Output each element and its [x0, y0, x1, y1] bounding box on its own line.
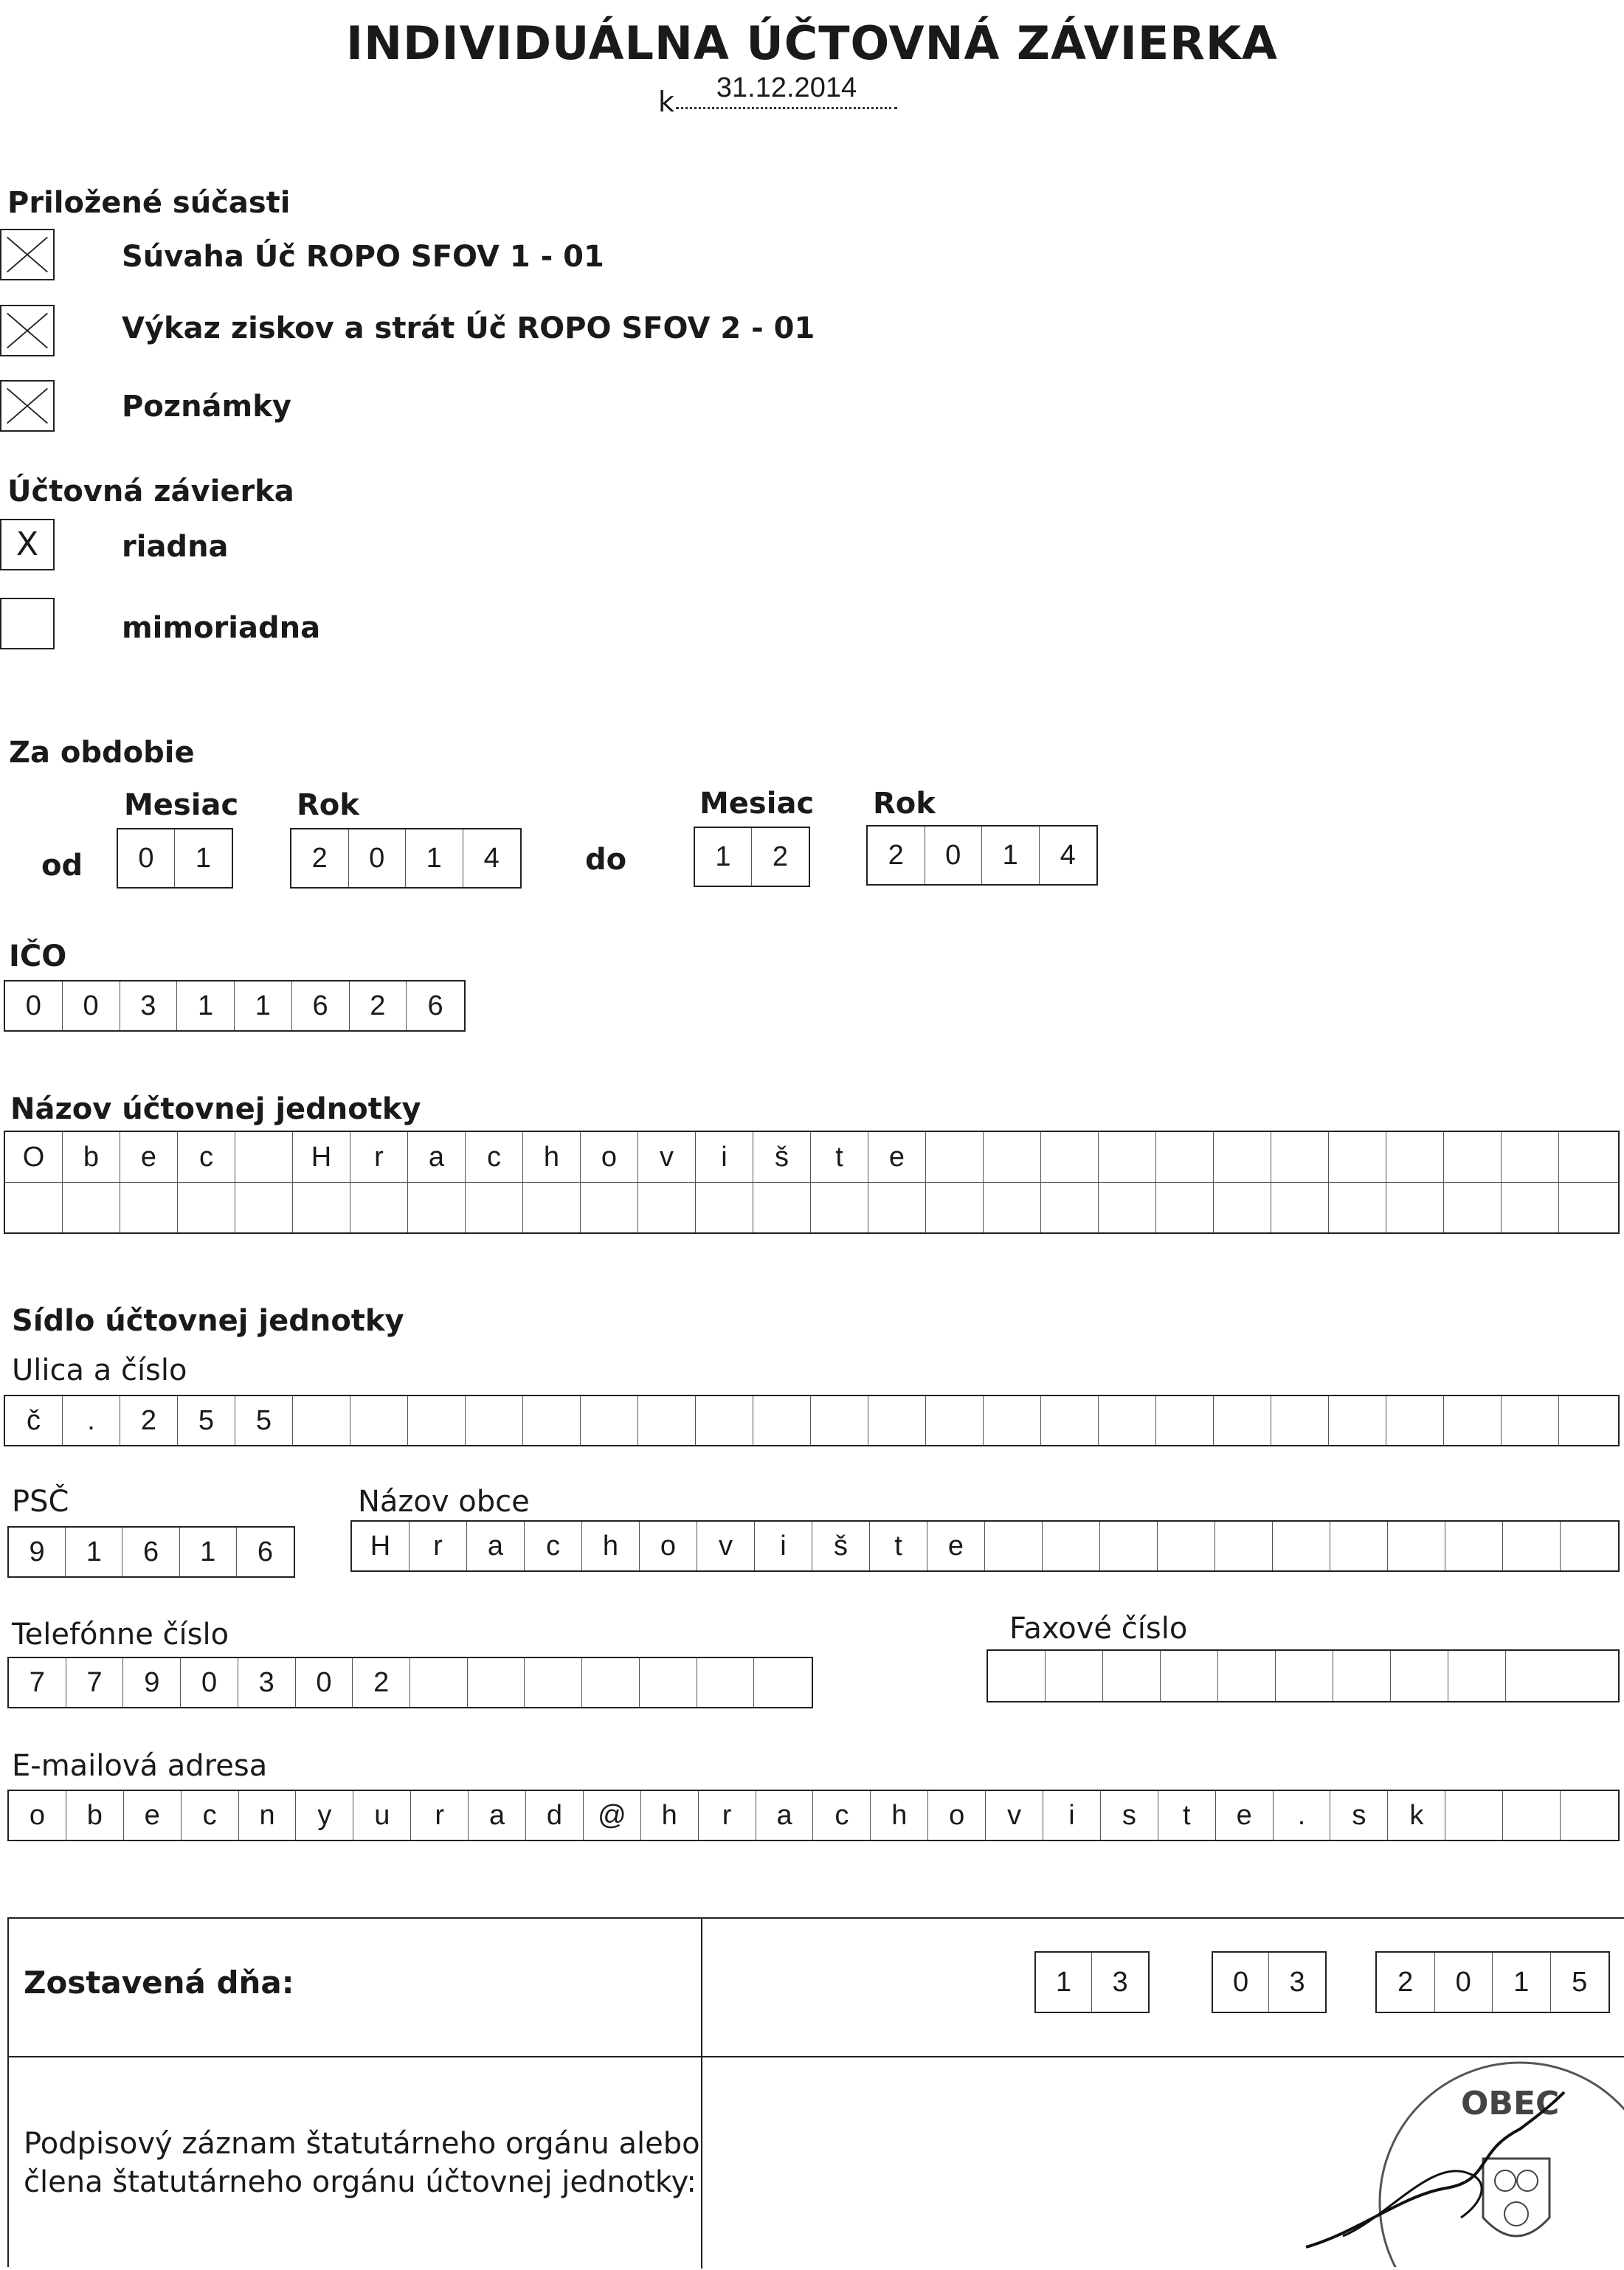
- digit-cell: 0: [1435, 1953, 1493, 2012]
- char-cell: [1214, 1396, 1271, 1445]
- char-cell: [638, 1183, 696, 1232]
- digit-cell: 2: [772, 841, 789, 872]
- char-cell: [926, 1132, 984, 1182]
- char-cell: [1271, 1132, 1329, 1182]
- stamp-text: OBEC: [1461, 2085, 1560, 2122]
- char-cell: [696, 1183, 753, 1232]
- char-cell: [1271, 1396, 1329, 1445]
- checkbox-extraordinary[interactable]: [0, 598, 55, 649]
- char-cell: [1329, 1396, 1386, 1445]
- char-cell: [1156, 1183, 1214, 1232]
- char-cell: t: [870, 1522, 927, 1570]
- seat-heading: Sídlo účtovnej jednotky: [12, 1304, 404, 1338]
- digit-cell: 0: [296, 1658, 353, 1707]
- char-cell: c: [182, 1791, 239, 1840]
- char-cell: [811, 1396, 868, 1445]
- to-year-field[interactable]: [866, 825, 1098, 886]
- email-field[interactable]: [7, 1790, 1620, 1841]
- char-cell: @: [584, 1791, 641, 1840]
- char-cell: [985, 1522, 1043, 1570]
- closure-heading: Účtovná závierka: [7, 475, 294, 508]
- digit-cell: [754, 1658, 812, 1707]
- char-cell: [581, 1183, 638, 1232]
- compiled-month-field[interactable]: [1212, 1951, 1327, 2013]
- unit-name-row-1: [5, 1132, 1618, 1182]
- digit-cell: 1: [66, 1528, 122, 1576]
- char-cell: [235, 1183, 293, 1232]
- digit-cell: 0: [181, 1658, 238, 1707]
- char-cell: i: [696, 1132, 753, 1182]
- char-cell: [1271, 1183, 1329, 1232]
- digit-cell: 2: [350, 982, 407, 1030]
- char-cell: [1156, 1132, 1214, 1182]
- char-cell: o: [928, 1791, 986, 1840]
- digit-cell: 1: [406, 829, 463, 887]
- digit-cell: [1218, 1651, 1276, 1701]
- fax-field[interactable]: [987, 1649, 1620, 1702]
- digit-cell: 1: [1493, 1953, 1551, 2012]
- char-cell: [1273, 1522, 1330, 1570]
- char-cell: [1386, 1396, 1444, 1445]
- char-cell: [581, 1396, 638, 1445]
- char-cell: [984, 1396, 1041, 1445]
- digit-cell: 3: [1289, 1966, 1305, 1998]
- table-divider-vertical: [701, 1919, 702, 2269]
- char-cell: [350, 1183, 408, 1232]
- digit-cell: 9: [9, 1528, 66, 1576]
- char-cell: t: [811, 1132, 868, 1182]
- char-cell: š: [753, 1132, 811, 1182]
- char-cell: [1041, 1396, 1099, 1445]
- digit-cell: [582, 1658, 640, 1707]
- char-cell: [984, 1183, 1041, 1232]
- char-cell: [1214, 1183, 1271, 1232]
- char-cell: v: [697, 1522, 755, 1570]
- char-cell: e: [1216, 1791, 1274, 1840]
- char-cell: o: [9, 1791, 66, 1840]
- city-field[interactable]: [350, 1520, 1620, 1572]
- char-cell: H: [352, 1522, 410, 1570]
- attachment-label-income-statement: Výkaz ziskov a strát Úč ROPO SFOV 2 - 01: [122, 311, 815, 345]
- char-cell: k: [1388, 1791, 1445, 1840]
- char-cell: [1559, 1183, 1617, 1232]
- char-cell: [1041, 1183, 1099, 1232]
- char-cell: č: [5, 1396, 63, 1445]
- char-cell: .: [1274, 1791, 1331, 1840]
- char-cell: o: [640, 1522, 697, 1570]
- char-cell: 5: [178, 1396, 235, 1445]
- digit-cell: 3: [1112, 1966, 1128, 1998]
- checkbox-income-statement[interactable]: [0, 305, 55, 356]
- char-cell: [753, 1183, 811, 1232]
- digit-cell: 0: [5, 982, 63, 1030]
- closure-label-regular: riadna: [122, 530, 229, 564]
- digit-cell: 1: [195, 842, 212, 874]
- char-cell: e: [124, 1791, 182, 1840]
- char-cell: [1214, 1132, 1271, 1182]
- date-prefix: k: [658, 86, 675, 118]
- char-cell: [63, 1183, 120, 1232]
- char-cell: [235, 1132, 293, 1182]
- digit-cell: 1: [1036, 1953, 1092, 2012]
- digit-cell: [1161, 1651, 1218, 1701]
- char-cell: r: [350, 1132, 408, 1182]
- ico-field[interactable]: [4, 980, 466, 1032]
- char-cell: [1502, 1396, 1559, 1445]
- digit-cell: 2: [291, 829, 349, 887]
- digit-cell: [1333, 1651, 1391, 1701]
- digit-cell: [1506, 1651, 1563, 1701]
- digit-cell: 6: [427, 990, 443, 1021]
- digit-cell: 9: [123, 1658, 181, 1707]
- char-cell: a: [408, 1132, 466, 1182]
- attachment-label-notes: Poznámky: [122, 390, 291, 424]
- char-cell: [1561, 1522, 1618, 1570]
- char-cell: s: [1101, 1791, 1158, 1840]
- from-year-field[interactable]: [290, 828, 522, 889]
- attachments-heading: Priložené súčasti: [7, 186, 291, 220]
- char-cell: h: [523, 1132, 581, 1182]
- unit-name-row-2: [5, 1182, 1618, 1232]
- digit-cell: 0: [118, 829, 175, 887]
- street-field[interactable]: [4, 1395, 1620, 1446]
- char-cell: r: [699, 1791, 756, 1840]
- digit-cell: 1: [177, 982, 235, 1030]
- char-cell: [1559, 1396, 1617, 1445]
- char-cell: [1388, 1522, 1445, 1570]
- char-cell: c: [466, 1132, 523, 1182]
- char-cell: o: [581, 1132, 638, 1182]
- char-cell: h: [582, 1522, 640, 1570]
- char-cell: [1041, 1132, 1099, 1182]
- digit-cell: 7: [66, 1658, 124, 1707]
- char-cell: y: [296, 1791, 353, 1840]
- char-cell: [408, 1396, 466, 1445]
- char-cell: [926, 1183, 984, 1232]
- char-cell: c: [525, 1522, 582, 1570]
- compiled-day-field[interactable]: [1034, 1951, 1150, 2013]
- to-year-label: Rok: [873, 787, 936, 821]
- char-cell: [293, 1183, 350, 1232]
- char-cell: [868, 1396, 926, 1445]
- char-cell: [1100, 1522, 1158, 1570]
- from-month-label: Mesiac: [124, 788, 239, 822]
- to-month-field[interactable]: [694, 827, 810, 887]
- char-cell: i: [755, 1522, 812, 1570]
- email-label: E-mailová adresa: [12, 1749, 268, 1783]
- char-cell: b: [63, 1132, 120, 1182]
- char-cell: c: [813, 1791, 871, 1840]
- char-cell: [1445, 1522, 1503, 1570]
- fax-label: Faxové číslo: [1009, 1612, 1188, 1646]
- char-cell: [1043, 1522, 1100, 1570]
- from-year-label: Rok: [297, 788, 359, 822]
- char-cell: [868, 1183, 926, 1232]
- char-cell: [1099, 1183, 1156, 1232]
- digit-cell: [1276, 1651, 1333, 1701]
- char-cell: d: [526, 1791, 584, 1840]
- char-cell: [1158, 1522, 1215, 1570]
- char-cell: v: [638, 1132, 696, 1182]
- digit-cell: [1448, 1651, 1506, 1701]
- char-cell: H: [293, 1132, 350, 1182]
- char-cell: [350, 1396, 408, 1445]
- char-cell: [1329, 1132, 1386, 1182]
- attachment-label-balance-sheet: Súvaha Úč ROPO SFOV 1 - 01: [122, 240, 604, 274]
- digit-cell: [410, 1658, 468, 1707]
- char-cell: h: [871, 1791, 928, 1840]
- char-cell: s: [1330, 1791, 1388, 1840]
- psc-field[interactable]: [7, 1526, 295, 1578]
- checkbox-balance-sheet[interactable]: [0, 229, 55, 280]
- digit-cell: 1: [982, 827, 1040, 884]
- unit-name-label: Názov účtovnej jednotky: [10, 1092, 421, 1126]
- char-cell: [5, 1183, 63, 1232]
- to-label: do: [585, 843, 627, 877]
- char-cell: r: [411, 1791, 469, 1840]
- compiled-year-field[interactable]: [1375, 1951, 1610, 2013]
- char-cell: [1215, 1522, 1273, 1570]
- digit-cell: 5: [1572, 1966, 1588, 1998]
- char-cell: [1329, 1183, 1386, 1232]
- digit-cell: 2: [868, 827, 925, 884]
- date-value: 31.12.2014: [676, 72, 897, 109]
- digit-cell: [640, 1658, 697, 1707]
- digit-cell: 6: [257, 1536, 273, 1567]
- psc-label: PSČ: [12, 1485, 69, 1519]
- digit-cell: 2: [1377, 1953, 1435, 2012]
- ico-label: IČO: [9, 939, 67, 973]
- char-cell: [1099, 1396, 1156, 1445]
- char-cell: a: [756, 1791, 814, 1840]
- char-cell: [1502, 1132, 1559, 1182]
- char-cell: [811, 1183, 868, 1232]
- digit-cell: 7: [9, 1658, 66, 1707]
- char-cell: [466, 1396, 523, 1445]
- unit-name-field[interactable]: [4, 1131, 1620, 1234]
- char-cell: [1386, 1183, 1444, 1232]
- char-cell: c: [178, 1132, 235, 1182]
- digit-cell: 3: [238, 1658, 296, 1707]
- signature-label-line-1: Podpisový záznam štatutárneho orgánu alebo: [24, 2127, 700, 2161]
- checkbox-notes[interactable]: [0, 380, 55, 432]
- char-cell: [1503, 1522, 1561, 1570]
- signature-label-line-2: člena štatutárneho orgánu účtovnej jednotky:: [24, 2165, 697, 2199]
- digit-cell: [1103, 1651, 1161, 1701]
- digit-cell: [468, 1658, 525, 1707]
- char-cell: r: [410, 1522, 467, 1570]
- char-cell: 2: [120, 1396, 178, 1445]
- char-cell: O: [5, 1132, 63, 1182]
- digit-cell: 0: [1213, 1953, 1269, 2012]
- char-cell: [1503, 1791, 1561, 1840]
- char-cell: [466, 1183, 523, 1232]
- digit-cell: 4: [1060, 839, 1076, 871]
- char-cell: [408, 1183, 466, 1232]
- compiled-label: Zostavená dňa:: [24, 1964, 294, 2001]
- char-cell: [1099, 1132, 1156, 1182]
- char-cell: [1444, 1183, 1502, 1232]
- phone-field[interactable]: [7, 1657, 813, 1708]
- char-cell: e: [120, 1132, 178, 1182]
- digit-cell: [1391, 1651, 1448, 1701]
- digit-cell: [1046, 1651, 1103, 1701]
- char-cell: [178, 1183, 235, 1232]
- char-cell: u: [353, 1791, 411, 1840]
- char-cell: e: [927, 1522, 985, 1570]
- char-cell: .: [63, 1396, 120, 1445]
- digit-cell: [525, 1658, 582, 1707]
- char-cell: [293, 1396, 350, 1445]
- char-cell: š: [812, 1522, 870, 1570]
- digit-cell: 6: [292, 982, 350, 1030]
- char-cell: [1502, 1183, 1559, 1232]
- digit-cell: 1: [695, 828, 752, 886]
- char-cell: [1386, 1132, 1444, 1182]
- digit-cell: 0: [925, 827, 983, 884]
- digit-cell: 3: [120, 982, 178, 1030]
- official-stamp: [1299, 2048, 1624, 2270]
- char-cell: t: [1158, 1791, 1216, 1840]
- char-cell: [1444, 1132, 1502, 1182]
- char-cell: 5: [235, 1396, 293, 1445]
- char-cell: a: [467, 1522, 525, 1570]
- char-cell: [1330, 1522, 1388, 1570]
- digit-cell: 1: [180, 1528, 237, 1576]
- char-cell: a: [469, 1791, 526, 1840]
- digit-cell: 0: [349, 829, 407, 887]
- digit-cell: [697, 1658, 755, 1707]
- page-title: INDIVIDUÁLNA ÚČTOVNÁ ZÁVIERKA: [346, 16, 1278, 70]
- char-cell: [696, 1396, 753, 1445]
- char-cell: v: [986, 1791, 1043, 1840]
- period-heading: Za obdobie: [9, 736, 195, 770]
- char-cell: [120, 1183, 178, 1232]
- digit-cell: [988, 1651, 1046, 1701]
- to-month-label: Mesiac: [699, 787, 815, 821]
- digit-cell: 6: [122, 1528, 179, 1576]
- char-cell: e: [868, 1132, 926, 1182]
- city-label: Názov obce: [358, 1485, 530, 1519]
- char-cell: [1445, 1791, 1503, 1840]
- char-cell: [1559, 1132, 1617, 1182]
- char-cell: [523, 1183, 581, 1232]
- closure-label-extraordinary: mimoriadna: [122, 611, 321, 645]
- char-cell: h: [641, 1791, 699, 1840]
- char-cell: [638, 1396, 696, 1445]
- street-label: Ulica a číslo: [12, 1353, 187, 1387]
- digit-cell: 0: [63, 982, 120, 1030]
- char-cell: [926, 1396, 984, 1445]
- digit-cell: 2: [353, 1658, 410, 1707]
- phone-label: Telefónne číslo: [12, 1618, 229, 1652]
- digit-cell: 4: [483, 842, 500, 874]
- char-cell: [984, 1132, 1041, 1182]
- char-cell: [1156, 1396, 1214, 1445]
- from-month-field[interactable]: [117, 828, 233, 889]
- char-cell: [523, 1396, 581, 1445]
- digit-cell: 1: [235, 982, 292, 1030]
- char-cell: n: [239, 1791, 297, 1840]
- char-cell: [1444, 1396, 1502, 1445]
- char-cell: i: [1043, 1791, 1101, 1840]
- char-cell: b: [66, 1791, 124, 1840]
- checkbox-regular[interactable]: X: [0, 519, 55, 570]
- char-cell: [753, 1396, 811, 1445]
- char-cell: [1561, 1791, 1618, 1840]
- from-label: od: [41, 849, 83, 883]
